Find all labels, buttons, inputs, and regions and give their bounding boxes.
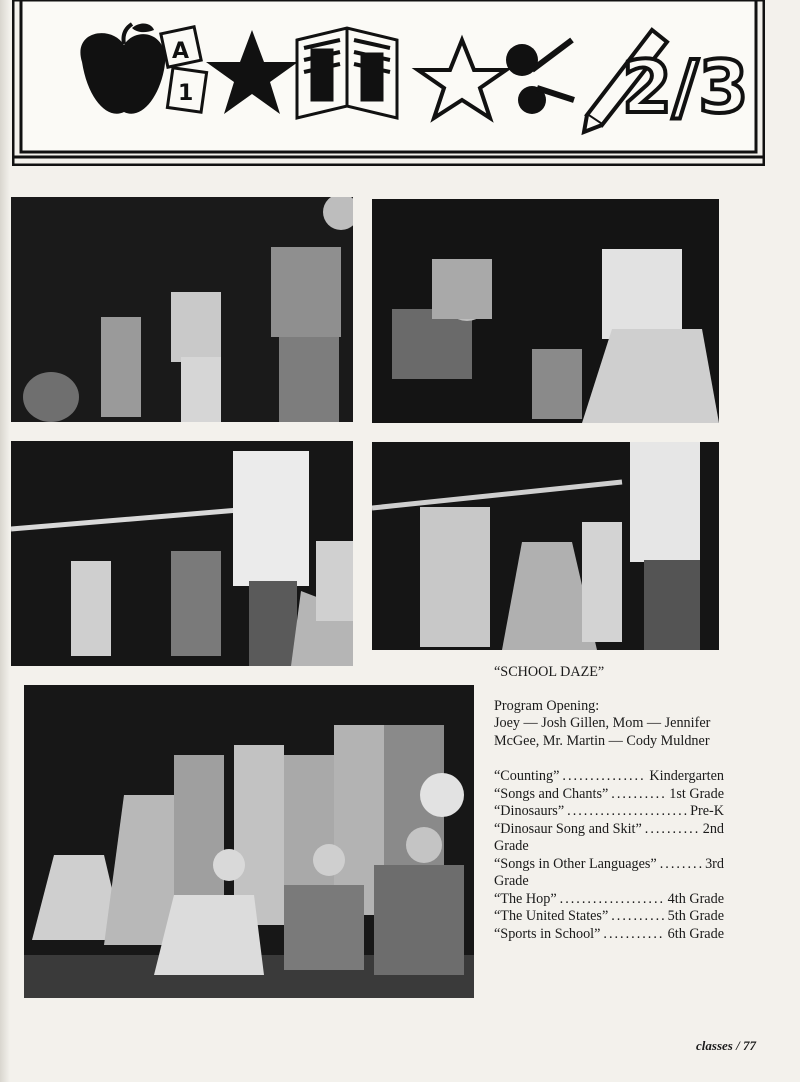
program-item-grade: 1st Grade bbox=[669, 785, 724, 802]
program-item-grade-continued: Grade bbox=[494, 838, 529, 854]
program-item bbox=[494, 926, 724, 944]
program-item bbox=[494, 908, 724, 926]
book-icon bbox=[297, 28, 397, 118]
svg-text:1: 1 bbox=[178, 81, 194, 106]
photo-poodle-skirt-dance bbox=[372, 199, 719, 423]
program-item bbox=[494, 786, 724, 804]
program-item-name: “The United States” bbox=[494, 908, 609, 924]
photo-dancing-students bbox=[11, 197, 353, 422]
program-item-name: “Dinosaurs” bbox=[494, 803, 565, 819]
photo-limbo-right bbox=[372, 442, 719, 650]
program-opening-heading: Program Opening: bbox=[494, 697, 600, 714]
program-item-grade: 3rd bbox=[705, 855, 724, 872]
program-caption bbox=[494, 664, 724, 943]
program-item bbox=[494, 768, 724, 786]
program-list bbox=[494, 768, 724, 943]
header-banner bbox=[12, 0, 765, 166]
program-item-name: “The Hop” bbox=[494, 890, 557, 907]
program-item-name: “Songs and Chants” bbox=[494, 785, 609, 802]
program-item-grade: 6th Grade bbox=[667, 925, 724, 942]
banner-art bbox=[12, 0, 765, 166]
program-item-grade: Pre-K bbox=[690, 803, 724, 819]
program-item-name: “Counting” bbox=[494, 768, 560, 784]
program-item-name: “Sports in School” bbox=[494, 925, 601, 942]
svg-text:A: A bbox=[172, 39, 190, 64]
program-opening-credits: Joey — Josh Gillen, Mom — Jennifer McGee, Mr. Martin — Cody Muldner bbox=[494, 715, 711, 749]
program-item bbox=[494, 891, 724, 909]
page-edge bbox=[0, 0, 10, 1082]
program-item-grade: Kindergarten bbox=[649, 768, 724, 784]
program-title: “SCHOOL DAZE” bbox=[494, 664, 605, 680]
photo-limbo-left bbox=[11, 441, 353, 666]
program-item-name: “Songs in Other Languages” bbox=[494, 855, 657, 872]
program-item-name: “Dinosaur Song and Skit” bbox=[494, 820, 642, 837]
program-item-grade: 4th Grade bbox=[667, 890, 724, 907]
photo-group-on-stage bbox=[24, 685, 474, 998]
page-folio: classes / 77 bbox=[696, 1038, 756, 1053]
program-item bbox=[494, 803, 724, 821]
program-item-grade: 5th Grade bbox=[667, 908, 724, 924]
program-item-grade-continued: Grade bbox=[494, 873, 529, 889]
program-item-grade: 2nd bbox=[702, 820, 724, 837]
grade-number: 2/3 bbox=[622, 45, 749, 129]
program-item bbox=[494, 856, 724, 891]
program-item bbox=[494, 821, 724, 856]
